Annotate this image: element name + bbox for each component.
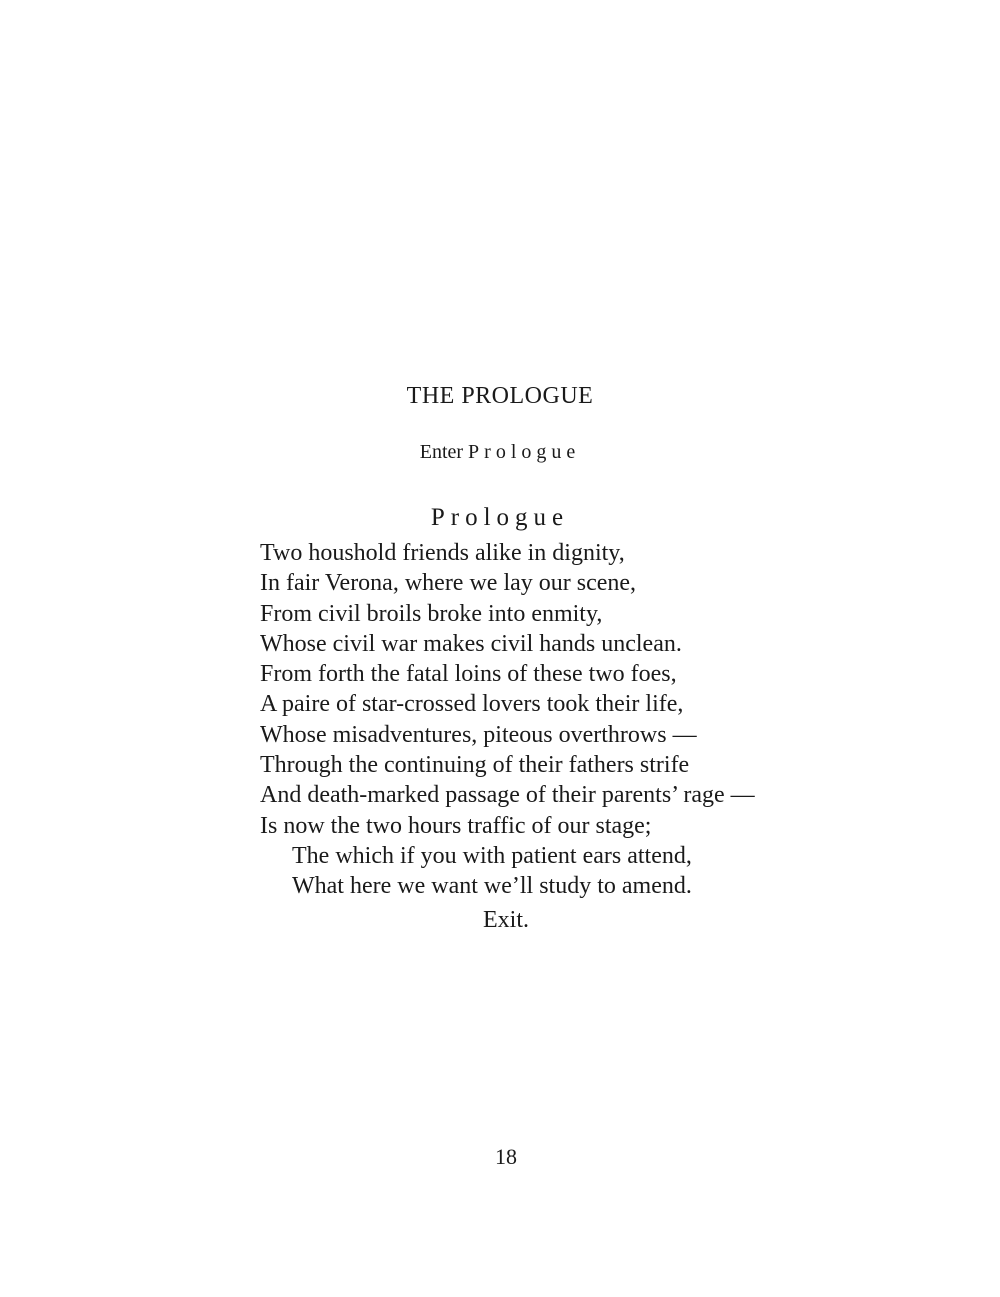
stage-direction-name: Prologue xyxy=(468,441,581,463)
speaker-name: Prologue xyxy=(430,504,570,531)
exit-direction: Exit. xyxy=(483,907,529,933)
verse-line: And death-marked passage of their parents’ rage — xyxy=(260,782,755,809)
couplet-line: The which if you with patient ears attend, xyxy=(292,842,692,869)
verse-line: Through the continuing of their fathers strife xyxy=(260,752,690,779)
verse-line: Is now the two hours traffic of our stage; xyxy=(260,812,652,839)
verse-block xyxy=(260,538,900,902)
verse-line: Whose misadventures, piteous overthrows — xyxy=(260,721,697,748)
verse-line: In fair Verona, where we lay our scene, xyxy=(260,570,637,597)
verse-line: From forth the fatal loins of these two foes, xyxy=(260,661,677,688)
verse-line: A paire of star-crossed lovers took their life, xyxy=(260,691,684,718)
verse-line: From civil broils broke into enmity, xyxy=(260,600,603,627)
page-number: 18 xyxy=(495,1144,517,1169)
stage-direction-prefix: Enter xyxy=(419,441,464,463)
page-heading: THE PROLOGUE xyxy=(406,383,594,409)
stage-direction xyxy=(0,439,1000,465)
couplet-line: What here we want we’ll study to amend. xyxy=(292,873,692,900)
verse-line: Whose civil war makes civil hands unclean. xyxy=(260,630,682,657)
verse-line: Two houshold friends alike in dignity, xyxy=(260,540,625,566)
